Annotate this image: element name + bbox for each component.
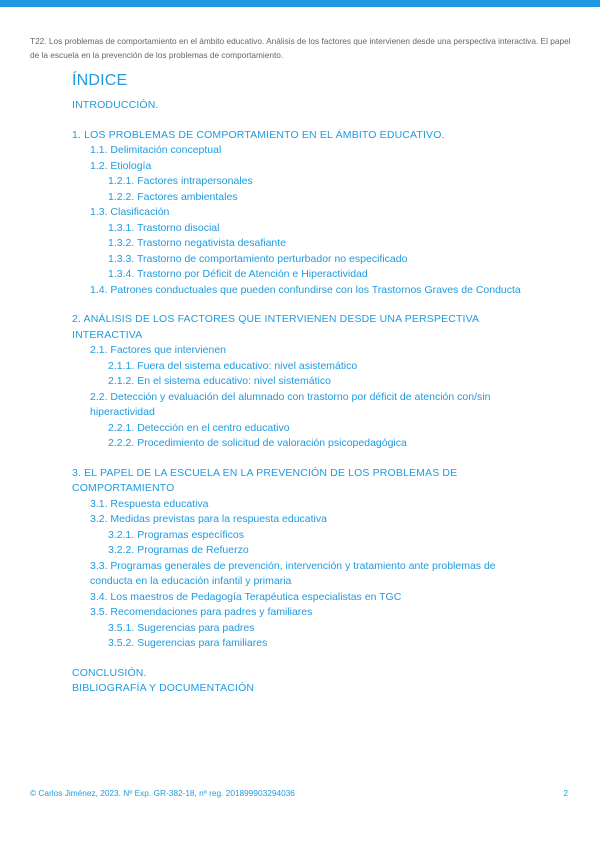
top-accent-bar [0,0,600,7]
toc-bibliography[interactable]: BIBLIOGRAFÍA Y DOCUMENTACIÓN [72,682,255,694]
toc-item-1-1[interactable]: 1.1. Delimitación conceptual [90,144,222,156]
toc-item-1-3-2[interactable]: 1.3.2. Trastorno negativista desafiante [108,237,287,249]
toc-item-3-5[interactable]: 3.5. Recomendaciones para padres y familiares [90,606,313,618]
page-number: 2 [563,788,568,798]
table-of-contents [72,98,532,697]
toc-item-1-4[interactable]: 1.4. Patrones conductuales que pueden confundirse con los Trastornos Graves de Conducta [90,283,521,296]
footer-copyright: © Carlos Jiménez, 2023. Nº Exp. GR-382-18, nº reg. 201899903294036 [30,788,295,798]
toc-introduction[interactable]: INTRODUCCIÓN. [72,99,159,111]
toc-item-1-2-2[interactable]: 1.2.2. Factores ambientales [108,190,238,203]
toc-section-2[interactable]: 2. ANÁLISIS DE LOS FACTORES QUE INTERVIENEN DESDE UNA PERSPECTIVA INTERACTIVA [72,313,479,341]
toc-item-1-3[interactable]: 1.3. Clasificación [90,206,170,218]
toc-item-2-2-1[interactable]: 2.2.1. Detección en el centro educativo [108,421,290,434]
toc-item-3-4[interactable]: 3.4. Los maestros de Pedagogía Terapéutica especialistas en TGC [90,590,402,603]
toc-item-3-3[interactable]: 3.3. Programas generales de prevención, intervención y tratamiento ante problemas de conducta en la educación infantil y primaria [90,559,496,587]
toc-item-2-2-2[interactable]: 2.2.2. Procedimiento de solicitud de valoración psicopedagógica [108,437,407,449]
toc-conclusion[interactable]: CONCLUSIÓN. [72,666,147,679]
index-title: ÍNDICE [72,72,128,89]
toc-item-3-2-1[interactable]: 3.2.1. Programas específicos [108,528,244,541]
toc-item-2-2[interactable]: 2.2. Detección y evaluación del alumnado con trastorno por déficit de atención con/sin hiperactividad [90,390,491,418]
toc-item-3-2[interactable]: 3.2. Medidas previstas para la respuesta educativa [90,513,327,525]
toc-item-3-5-2[interactable]: 3.5.2. Sugerencias para familiares [108,637,268,649]
toc-item-2-1-2[interactable]: 2.1.2. En el sistema educativo: nivel sistemático [108,375,331,387]
toc-item-3-5-1[interactable]: 3.5.1. Sugerencias para padres [108,621,255,634]
toc-item-1-3-4[interactable]: 1.3.4. Trastorno por Déficit de Atención e Hiperactividad [108,268,368,280]
toc-item-1-3-3[interactable]: 1.3.3. Trastorno de comportamiento perturbador no especificado [108,252,408,265]
toc-section-3[interactable]: 3. EL PAPEL DE LA ESCUELA EN LA PREVENCIÓN DE LOS PROBLEMAS DE COMPORTAMIENTO [72,466,458,494]
toc-section-1[interactable]: 1. LOS PROBLEMAS DE COMPORTAMIENTO EN EL ÁMBITO EDUCATIVO. [72,128,445,141]
toc-item-3-1[interactable]: 3.1. Respuesta educativa [90,497,209,510]
toc-item-3-2-2[interactable]: 3.2.2. Programas de Refuerzo [108,544,249,556]
document-header: T22. Los problemas de comportamiento en el ámbito educativo. Análisis de los factores que intervienen desde una perspectiva interactiva. El papel de la escuela en la prevención de los problemas de comportamiento. [30,36,571,60]
toc-item-1-2[interactable]: 1.2. Etiología [90,159,152,172]
toc-item-1-3-1[interactable]: 1.3.1. Trastorno disocial [108,221,220,234]
toc-item-2-1[interactable]: 2.1. Factores que intervienen [90,344,226,356]
toc-item-2-1-1[interactable]: 2.1.1. Fuera del sistema educativo: nivel asistemático [108,359,358,372]
toc-item-1-2-1[interactable]: 1.2.1. Factores intrapersonales [108,175,253,187]
